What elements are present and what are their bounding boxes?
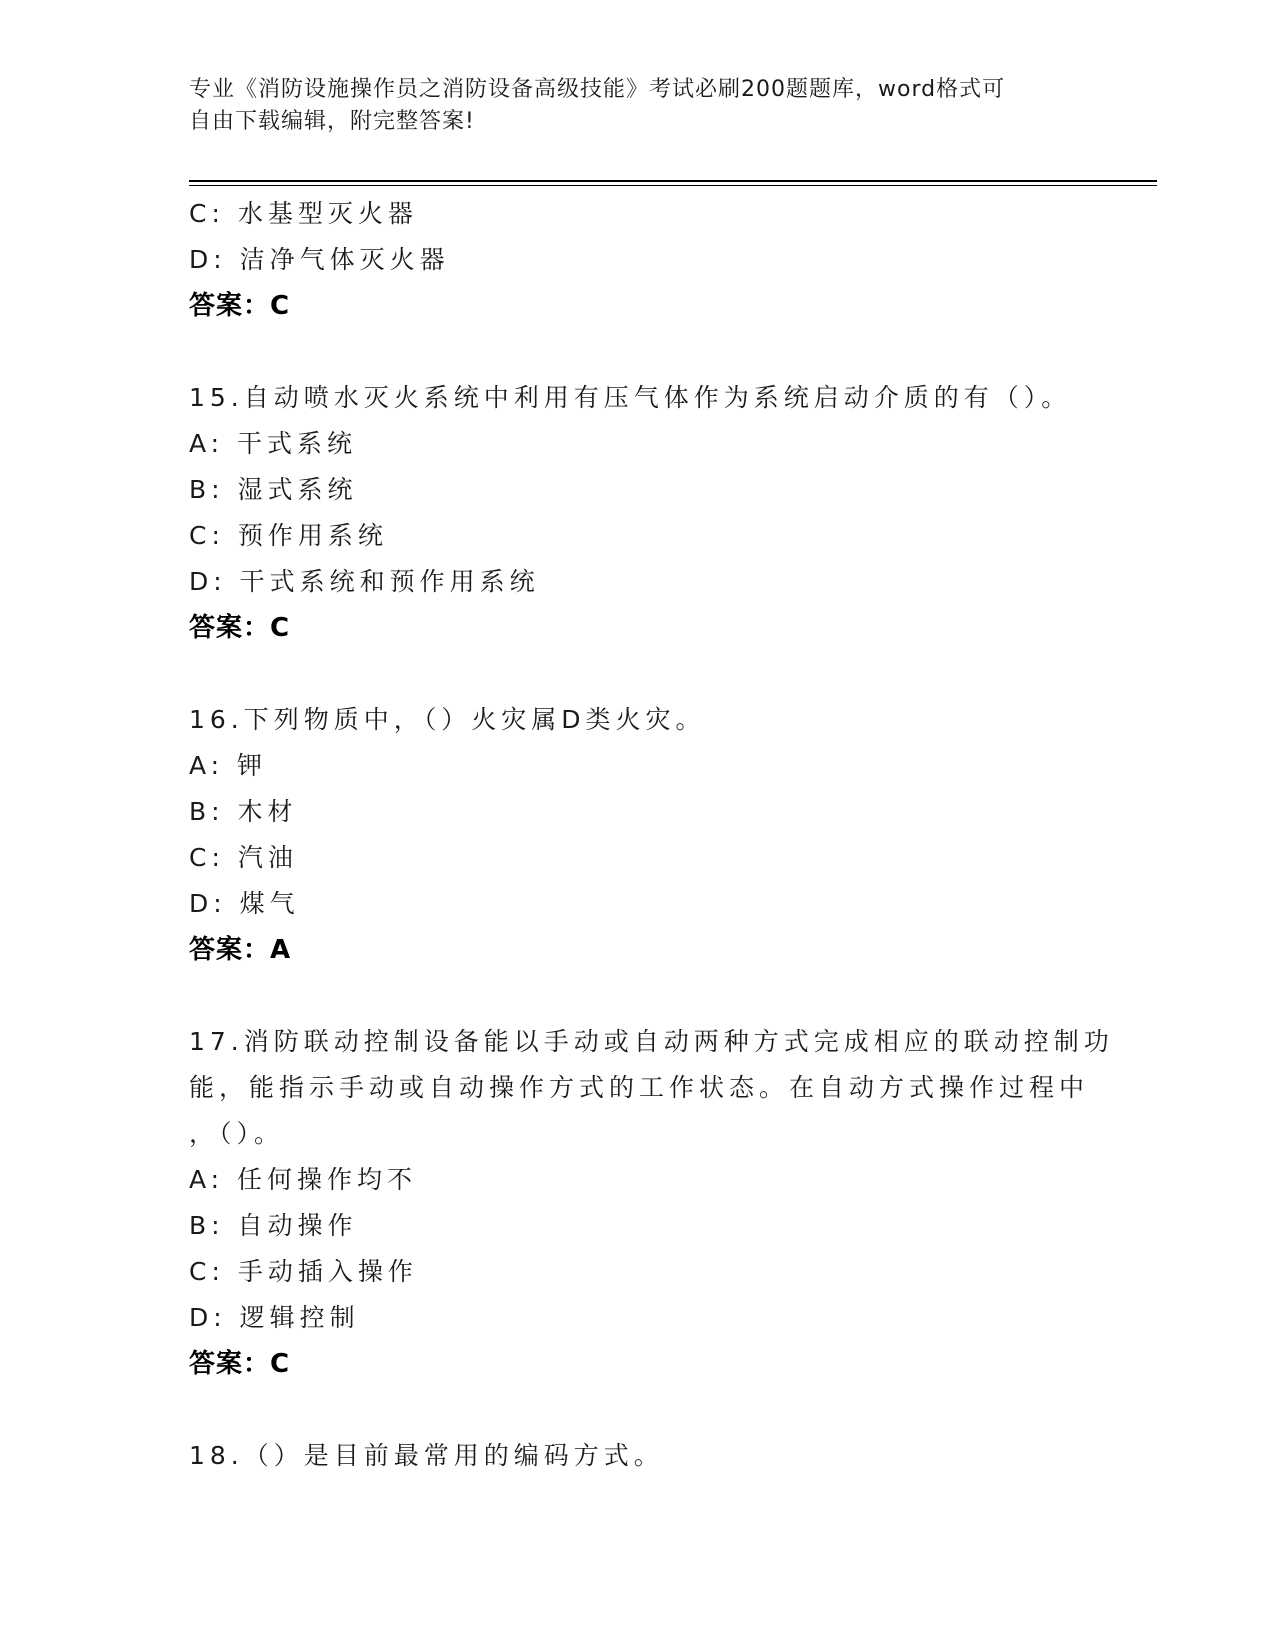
- option-c: C: 汽油: [189, 843, 298, 872]
- option-b: B: 自动操作: [189, 1211, 358, 1240]
- option-a: A: 钾: [189, 751, 268, 780]
- spacer: [189, 1387, 1089, 1433]
- question-17: [189, 1019, 1114, 1387]
- question-text: 18.（）是目前最常用的编码方式。: [189, 1441, 664, 1470]
- option-a: A: 干式系统: [189, 429, 358, 458]
- spacer: [189, 973, 1089, 1019]
- option-a: A: 任何操作均不: [189, 1165, 418, 1194]
- question-16: [189, 697, 1089, 973]
- option-d: D: 干式系统和预作用系统: [189, 567, 540, 596]
- spacer: [189, 651, 1089, 697]
- answer: 答案：A: [189, 935, 292, 965]
- option-c: C: 水基型灭火器: [189, 199, 418, 228]
- document-header: [189, 74, 1069, 138]
- question-15: [189, 375, 1089, 651]
- header-line-2: 自由下载编辑，附完整答案!: [189, 109, 475, 134]
- question-18: [189, 1433, 1089, 1479]
- option-d: D: 洁净气体灭火器: [189, 245, 450, 274]
- question-list: [189, 191, 1114, 1479]
- spacer: [189, 329, 1089, 375]
- header-divider-thick: [189, 180, 1157, 182]
- question-14-tail: [189, 191, 1089, 329]
- option-d: D: 煤气: [189, 889, 300, 918]
- option-d: D: 逻辑控制: [189, 1303, 360, 1332]
- question-text-line-3: ，（）。: [189, 1119, 285, 1148]
- question-text: 16.下列物质中，（）火灾属D类火灾。: [189, 705, 706, 734]
- option-b: B: 木材: [189, 797, 298, 826]
- question-text: 15.自动喷水灭火系统中利用有压气体作为系统启动介质的有（）。: [189, 383, 1072, 412]
- option-c: C: 预作用系统: [189, 521, 388, 550]
- question-text-line-1: 17.消防联动控制设备能以手动或自动两种方式完成相应的联动控制功: [189, 1027, 1114, 1056]
- answer: 答案：C: [189, 613, 291, 643]
- header-line-1: 专业《消防设施操作员之消防设备高级技能》考试必刷200题题库，word格式可: [189, 77, 1006, 102]
- header-divider-thin: [189, 185, 1157, 186]
- answer: 答案：C: [189, 291, 291, 321]
- answer: 答案：C: [189, 1349, 291, 1379]
- option-c: C: 手动插入操作: [189, 1257, 418, 1286]
- question-text-line-2: 能，能指示手动或自动操作方式的工作状态。在自动方式操作过程中: [189, 1073, 1090, 1102]
- option-b: B: 湿式系统: [189, 475, 358, 504]
